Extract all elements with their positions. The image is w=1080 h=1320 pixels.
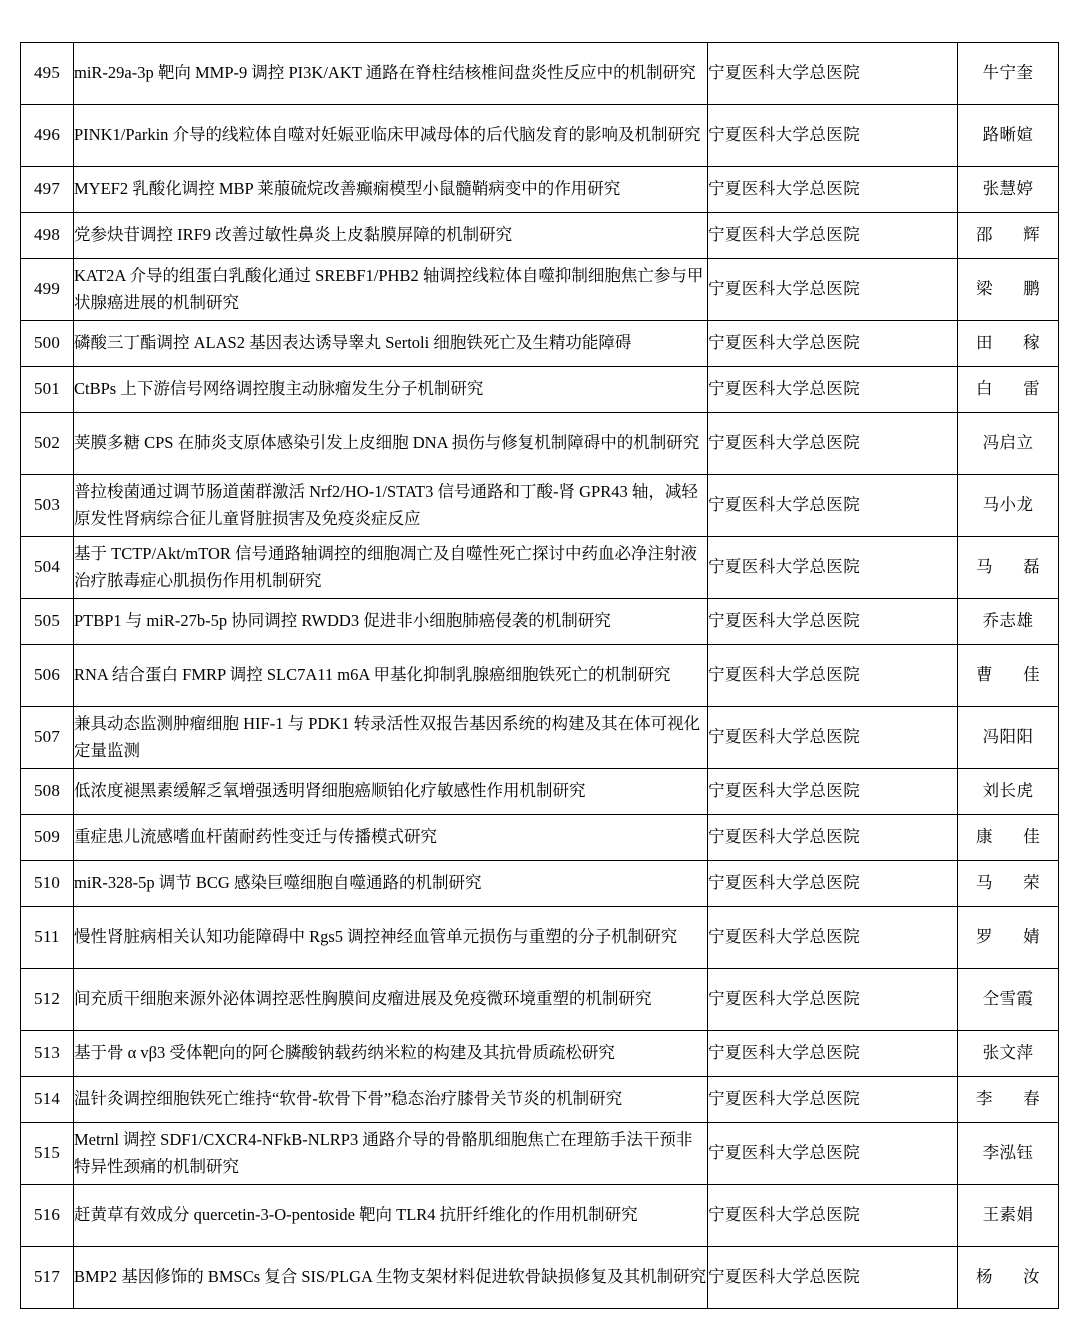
table-row — [21, 537, 1059, 599]
institution-cell: 宁夏医科大学总医院 — [708, 815, 958, 861]
table-row — [21, 259, 1059, 321]
principal-investigator-cell — [958, 645, 1059, 707]
principal-investigator-name: 罗婧 — [976, 927, 1040, 947]
table-row — [21, 645, 1059, 707]
table-row — [21, 1247, 1059, 1309]
principal-investigator-cell — [958, 907, 1059, 969]
table-row — [21, 475, 1059, 537]
project-title-text: 温针灸调控细胞铁死亡维持“软骨-软骨下骨”稳态治疗膝骨关节炎的机制研究 — [74, 1089, 623, 1109]
institution-cell: 宁夏医科大学总医院 — [708, 1247, 958, 1309]
principal-investigator-cell — [958, 1123, 1059, 1185]
principal-investigator-cell — [958, 413, 1059, 475]
table-row — [21, 1123, 1059, 1185]
project-title-cell — [74, 1031, 708, 1077]
row-number: 504 — [21, 537, 74, 599]
row-number: 505 — [21, 599, 74, 645]
institution-cell: 宁夏医科大学总医院 — [708, 969, 958, 1031]
table-row — [21, 969, 1059, 1031]
row-number: 516 — [21, 1185, 74, 1247]
principal-investigator-cell — [958, 861, 1059, 907]
principal-investigator-cell — [958, 167, 1059, 213]
project-title-text: miR-29a-3p 靶向 MMP-9 调控 PI3K/AKT 通路在脊柱结核椎间盘炎性反应中的机制研究 — [74, 63, 696, 83]
row-number: 503 — [21, 475, 74, 537]
project-title-text: KAT2A 介导的组蛋白乳酸化通过 SREBF1/PHB2 轴调控线粒体自噬抑制细胞焦亡参与甲状腺癌进展的机制研究 — [74, 265, 704, 312]
institution-cell: 宁夏医科大学总医院 — [708, 43, 958, 105]
table-row — [21, 321, 1059, 367]
project-title-text: miR-328-5p 调节 BCG 感染巨噬细胞自噬通路的机制研究 — [74, 873, 482, 893]
project-title-text: 党参炔苷调控 IRF9 改善过敏性鼻炎上皮黏膜屏障的机制研究 — [74, 225, 513, 245]
row-number: 508 — [21, 769, 74, 815]
project-title-text: 兼具动态监测肿瘤细胞 HIF-1 与 PDK1 转录活性双报告基因系统的构建及其在体可视化定量监测 — [74, 713, 701, 760]
project-title-cell — [74, 815, 708, 861]
table-row — [21, 861, 1059, 907]
institution-cell: 宁夏医科大学总医院 — [708, 259, 958, 321]
principal-investigator-name: 乔志雄 — [982, 611, 1034, 631]
principal-investigator-cell — [958, 969, 1059, 1031]
institution-cell: 宁夏医科大学总医院 — [708, 213, 958, 259]
project-title-cell — [74, 1247, 708, 1309]
principal-investigator-name: 梁鹏 — [976, 279, 1040, 299]
institution-cell: 宁夏医科大学总医院 — [708, 413, 958, 475]
principal-investigator-cell — [958, 321, 1059, 367]
project-title-cell — [74, 1123, 708, 1185]
principal-investigator-cell — [958, 1247, 1059, 1309]
principal-investigator-name: 马磊 — [976, 557, 1040, 577]
principal-investigator-name: 张慧婷 — [982, 179, 1034, 199]
principal-investigator-name: 马小龙 — [982, 495, 1034, 515]
principal-investigator-name: 李春 — [976, 1089, 1040, 1109]
principal-investigator-cell — [958, 599, 1059, 645]
institution-cell: 宁夏医科大学总医院 — [708, 1185, 958, 1247]
project-title-text: PTBP1 与 miR-27b-5p 协同调控 RWDD3 促进非小细胞肺癌侵袭的机制研究 — [74, 611, 611, 631]
principal-investigator-name: 冯阳阳 — [982, 727, 1034, 747]
institution-cell: 宁夏医科大学总医院 — [708, 707, 958, 769]
principal-investigator-cell — [958, 815, 1059, 861]
project-title-text: 磷酸三丁酯调控 ALAS2 基因表达诱导睾丸 Sertoli 细胞铁死亡及生精功能障碍 — [74, 333, 632, 353]
row-number: 498 — [21, 213, 74, 259]
institution-cell: 宁夏医科大学总医院 — [708, 1077, 958, 1123]
principal-investigator-cell — [958, 213, 1059, 259]
row-number: 517 — [21, 1247, 74, 1309]
principal-investigator-cell — [958, 707, 1059, 769]
project-title-text: 间充质干细胞来源外泌体调控恶性胸膜间皮瘤进展及免疫微环境重塑的机制研究 — [74, 989, 652, 1009]
project-title-text: 慢性肾脏病相关认知功能障碍中 Rgs5 调控神经血管单元损伤与重塑的分子机制研究 — [74, 927, 678, 947]
project-title-cell — [74, 599, 708, 645]
institution-cell: 宁夏医科大学总医院 — [708, 599, 958, 645]
project-title-text: 基于 TCTP/Akt/mTOR 信号通路轴调控的细胞凋亡及自噬性死亡探讨中药血必净注射液治疗脓毒症心肌损伤作用机制研究 — [74, 543, 698, 590]
institution-cell: 宁夏医科大学总医院 — [708, 475, 958, 537]
project-listing-table — [20, 42, 1059, 1309]
principal-investigator-cell — [958, 105, 1059, 167]
row-number: 499 — [21, 259, 74, 321]
project-title-cell — [74, 413, 708, 475]
principal-investigator-name: 邵辉 — [976, 225, 1040, 245]
project-title-cell — [74, 1185, 708, 1247]
table-row — [21, 105, 1059, 167]
row-number: 511 — [21, 907, 74, 969]
project-title-cell — [74, 475, 708, 537]
principal-investigator-cell — [958, 43, 1059, 105]
institution-cell: 宁夏医科大学总医院 — [708, 907, 958, 969]
project-title-text: 普拉梭菌通过调节肠道菌群激活 Nrf2/HO-1/STAT3 信号通路和丁酸-肾 GPR43 轴，减轻原发性肾病综合征儿童肾脏损害及免疫炎症反应 — [74, 481, 698, 528]
project-title-cell — [74, 213, 708, 259]
institution-cell: 宁夏医科大学总医院 — [708, 769, 958, 815]
principal-investigator-name: 马荣 — [976, 873, 1040, 893]
project-title-cell — [74, 707, 708, 769]
project-title-text: 基于骨 α vβ3 受体靶向的阿仑膦酸钠载药纳米粒的构建及其抗骨质疏松研究 — [74, 1043, 615, 1063]
principal-investigator-cell — [958, 259, 1059, 321]
project-title-cell — [74, 259, 708, 321]
table-row — [21, 413, 1059, 475]
project-title-cell — [74, 167, 708, 213]
table-row — [21, 907, 1059, 969]
row-number: 513 — [21, 1031, 74, 1077]
principal-investigator-name: 刘长虎 — [982, 781, 1034, 801]
principal-investigator-cell — [958, 769, 1059, 815]
project-title-text: MYEF2 乳酸化调控 MBP 莱菔硫烷改善癫痫模型小鼠髓鞘病变中的作用研究 — [74, 179, 621, 199]
project-title-text: BMP2 基因修饰的 BMSCs 复合 SIS/PLGA 生物支架材料促进软骨缺损修复及其机制研究 — [74, 1267, 707, 1287]
principal-investigator-name: 王素娟 — [982, 1205, 1034, 1225]
project-title-text: RNA 结合蛋白 FMRP 调控 SLC7A11 m6A 甲基化抑制乳腺癌细胞铁死亡的机制研究 — [74, 665, 671, 685]
project-title-cell — [74, 105, 708, 167]
principal-investigator-name: 牛宁奎 — [982, 63, 1034, 83]
institution-cell: 宁夏医科大学总医院 — [708, 861, 958, 907]
project-title-cell — [74, 1077, 708, 1123]
project-title-cell — [74, 969, 708, 1031]
table-row — [21, 367, 1059, 413]
principal-investigator-name: 张文萍 — [982, 1043, 1034, 1063]
principal-investigator-name: 路晰媗 — [982, 125, 1034, 145]
project-title-cell — [74, 645, 708, 707]
institution-cell: 宁夏医科大学总医院 — [708, 321, 958, 367]
row-number: 497 — [21, 167, 74, 213]
project-title-cell — [74, 43, 708, 105]
principal-investigator-cell — [958, 367, 1059, 413]
row-number: 496 — [21, 105, 74, 167]
project-title-text: Metrnl 调控 SDF1/CXCR4-NFkB-NLRP3 通路介导的骨骼肌细胞焦亡在理筋手法干预非特异性颈痛的机制研究 — [74, 1129, 693, 1176]
principal-investigator-name: 李泓钰 — [982, 1143, 1034, 1163]
project-title-text: 赶黄草有效成分 quercetin-3-O-pentoside 靶向 TLR4 抗肝纤维化的作用机制研究 — [74, 1205, 638, 1225]
principal-investigator-cell — [958, 1185, 1059, 1247]
institution-cell: 宁夏医科大学总医院 — [708, 105, 958, 167]
institution-cell: 宁夏医科大学总医院 — [708, 1031, 958, 1077]
table-row — [21, 769, 1059, 815]
principal-investigator-cell — [958, 537, 1059, 599]
principal-investigator-name: 田稼 — [976, 333, 1040, 353]
row-number: 515 — [21, 1123, 74, 1185]
table-row — [21, 43, 1059, 105]
table-row — [21, 599, 1059, 645]
row-number: 502 — [21, 413, 74, 475]
project-title-cell — [74, 861, 708, 907]
table-row — [21, 1031, 1059, 1077]
project-title-cell — [74, 769, 708, 815]
row-number: 495 — [21, 43, 74, 105]
project-title-cell — [74, 537, 708, 599]
project-title-cell — [74, 367, 708, 413]
table-row — [21, 213, 1059, 259]
institution-cell: 宁夏医科大学总医院 — [708, 645, 958, 707]
row-number: 501 — [21, 367, 74, 413]
project-title-text: 低浓度褪黑素缓解乏氧增强透明肾细胞癌顺铂化疗敏感性作用机制研究 — [74, 781, 586, 801]
table-row — [21, 1077, 1059, 1123]
principal-investigator-cell — [958, 1077, 1059, 1123]
principal-investigator-cell — [958, 475, 1059, 537]
project-title-cell — [74, 907, 708, 969]
table-row — [21, 167, 1059, 213]
principal-investigator-name: 仝雪霞 — [982, 989, 1034, 1009]
project-title-text: 荚膜多糖 CPS 在肺炎支原体感染引发上皮细胞 DNA 损伤与修复机制障碍中的机制研究 — [74, 433, 700, 453]
row-number: 510 — [21, 861, 74, 907]
table-row — [21, 707, 1059, 769]
row-number: 506 — [21, 645, 74, 707]
table-row — [21, 1185, 1059, 1247]
row-number: 509 — [21, 815, 74, 861]
institution-cell: 宁夏医科大学总医院 — [708, 167, 958, 213]
row-number: 512 — [21, 969, 74, 1031]
institution-cell: 宁夏医科大学总医院 — [708, 537, 958, 599]
row-number: 507 — [21, 707, 74, 769]
row-number: 500 — [21, 321, 74, 367]
principal-investigator-name: 白雷 — [976, 379, 1040, 399]
principal-investigator-name: 杨汝 — [976, 1267, 1040, 1287]
institution-cell: 宁夏医科大学总医院 — [708, 367, 958, 413]
principal-investigator-name: 曹佳 — [976, 665, 1040, 685]
institution-cell: 宁夏医科大学总医院 — [708, 1123, 958, 1185]
row-number: 514 — [21, 1077, 74, 1123]
project-title-text: 重症患儿流感嗜血杆菌耐药性变迁与传播模式研究 — [74, 827, 437, 847]
principal-investigator-name: 康佳 — [976, 827, 1040, 847]
principal-investigator-cell — [958, 1031, 1059, 1077]
principal-investigator-name: 冯启立 — [982, 433, 1034, 453]
project-title-text: CtBPs 上下游信号网络调控腹主动脉瘤发生分子机制研究 — [74, 379, 484, 399]
project-title-text: PINK1/Parkin 介导的线粒体自噬对妊娠亚临床甲减母体的后代脑发育的影响及机制研究 — [74, 125, 701, 145]
project-title-cell — [74, 321, 708, 367]
table-body — [21, 43, 1059, 1309]
table-row — [21, 815, 1059, 861]
